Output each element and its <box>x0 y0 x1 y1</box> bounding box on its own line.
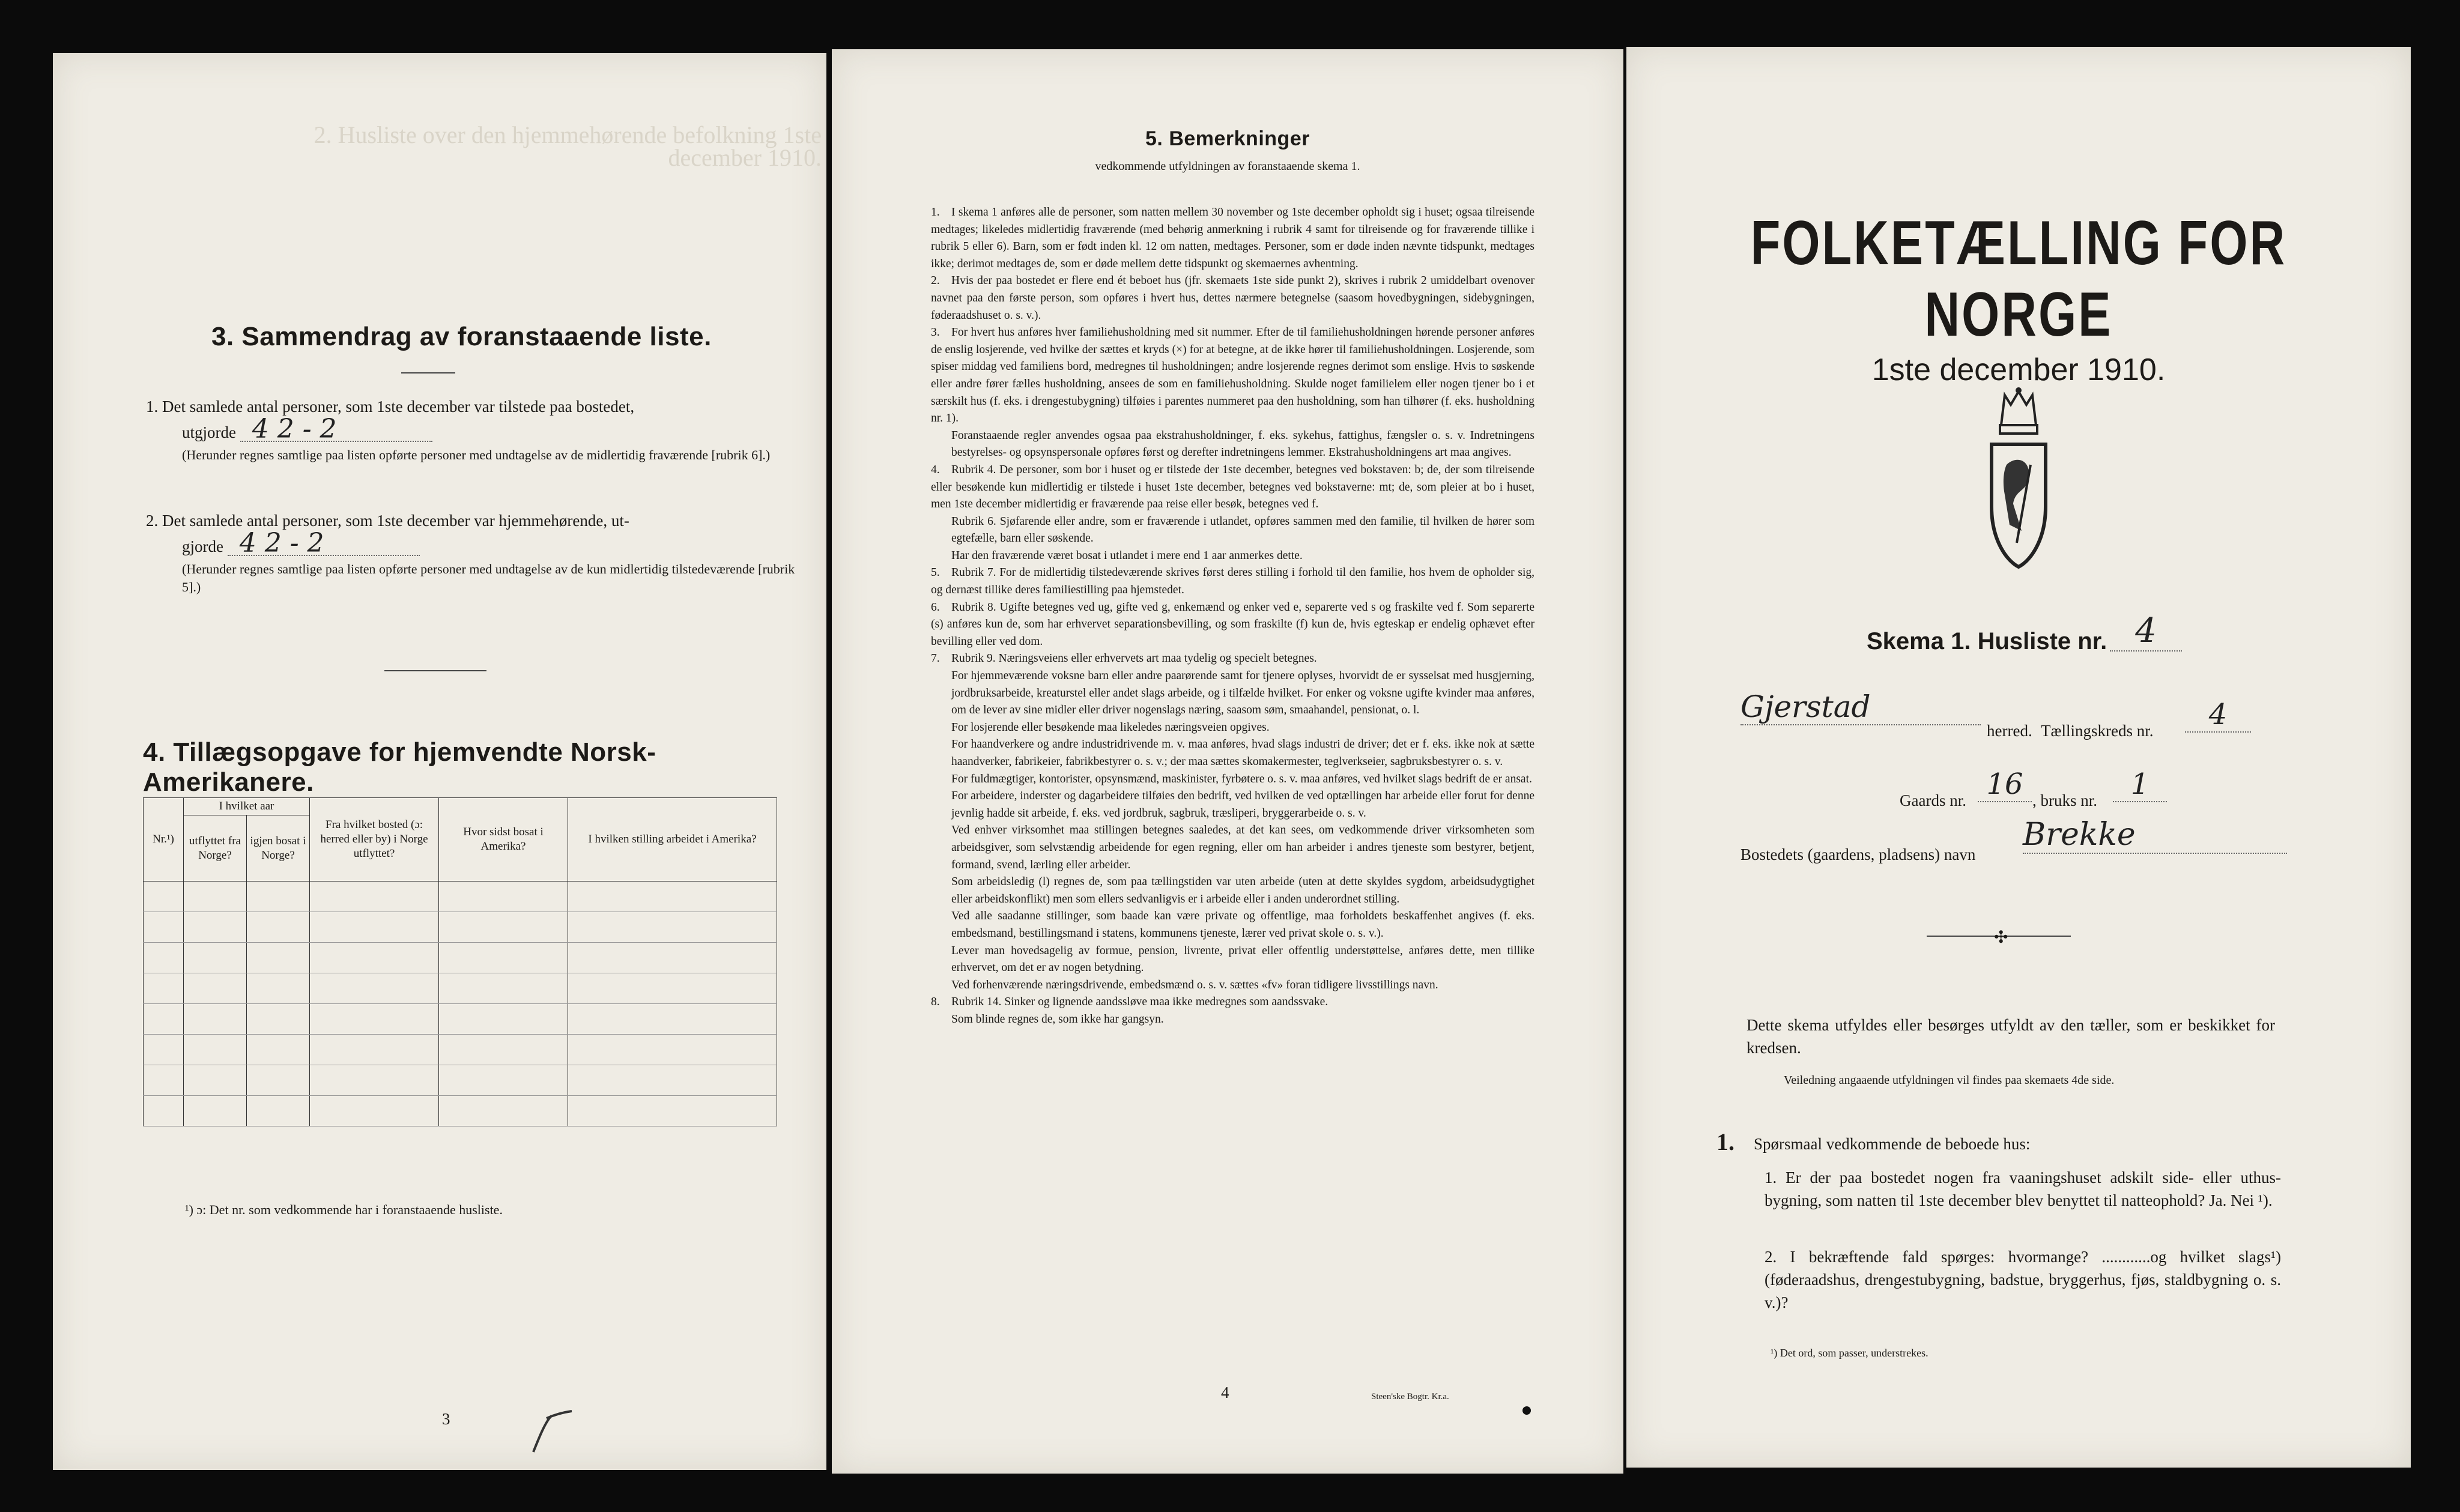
ornament-icon: ✣ <box>1994 928 2008 947</box>
remark-paragraph <box>931 462 1534 513</box>
remark-text: For hvert hus anføres hver familiehusholdning med sit nummer. Efter de til familiehusholdningen hørende personer anføres de enslig losjerende, ved hvilke der sættes et kryds (×) for at betegne, at de ikke hører til familiehusholdningen. Losjerende, som spiser middag ved familiens bord, medregnes til husholdningen; andre losjerende regnes derimot som enslige. Hvis to søskende eller andre fører fælles husholdning, ansees de som en familiehusholdning. Skulde noget familielem eller nogen tjener bo i et særskilt hus (f. eks. i drengestubygning) tilføies i parentes nummeret paa den husholdning, som han tilhører (f. eks. husholdning nr. 1). <box>931 326 1534 425</box>
divider <box>401 372 455 373</box>
printer-mark: Steen'ske Bogtr. Kr.a. <box>1371 1392 1449 1402</box>
remark-paragraph <box>931 788 1534 822</box>
remark-paragraph <box>931 908 1534 942</box>
remark-paragraph <box>931 977 1534 994</box>
remark-text: Har den fraværende været bosat i utlandet i mere end 1 aar anmerkes dette. <box>951 549 1303 562</box>
remark-paragraph <box>931 943 1534 977</box>
remark-paragraph <box>931 273 1534 324</box>
remark-paragraph <box>931 874 1534 908</box>
instruction-text: Dette skema utfyldes eller besørges utfyldt av den tæller, som er beskikket for kredsen. <box>1747 1016 2275 1057</box>
remark-paragraph <box>931 719 1534 737</box>
cover-footnote: ¹) Det ord, som passer, understrekes. <box>1771 1347 1928 1359</box>
page-1-cover <box>1626 47 2411 1468</box>
ink-dot <box>1522 1406 1531 1415</box>
remarks-subtitle: vedkommende utfyldningen av foranstaaende skema 1. <box>1095 160 1360 173</box>
item-1-prefix: utgjorde <box>182 423 236 441</box>
remarks-list <box>931 204 1534 1029</box>
remark-number: 6. <box>931 600 940 614</box>
question-2: 2. I bekræftende fald spørges: hvormange? ............og hvilket slags¹) (føderaadshus, drengestubygning, badstue, bryggerhus, fjøs, staldbygning o. s. v.)? <box>1765 1248 2281 1311</box>
remark-paragraph <box>931 1011 1534 1029</box>
remark-paragraph <box>931 428 1534 462</box>
col-returned: igjen bosat i Norge? <box>247 815 310 881</box>
page-number: 3 <box>442 1410 450 1428</box>
pen-mark <box>527 1404 575 1458</box>
remark-text: Som arbeidsledig (l) regnes de, som paa tællingstiden var uten arbeide (uten at dette skyldes sygdom, arbeidsudygtighet eller arbeidskonflikt) men som ellers sedvanligvis er i arbeide eller i anden underordnet stilling. <box>951 875 1534 906</box>
col-emigrated: utflyttet fra Norge? <box>184 815 247 881</box>
remark-text: Ved alle saadanne stillinger, som baade kan være private og offentlige, maa forholdets beskaffenhet angives (f. eks. embedsmand, bestillingsmand i statens, kommunens tjeneste, lærer ved privat skole o. s. v.). <box>951 910 1534 940</box>
item-2-prefix: gjorde <box>182 537 223 555</box>
remark-paragraph <box>931 548 1534 565</box>
item-1-note: (Herunder regnes samtlige paa listen opførte personer med undtagelse av de midlertidig fraværende [rubrik 6].) <box>182 447 771 462</box>
remark-text: Rubrik 7. For de midlertidig tilstedeværende skrives først deres stilling i forhold til den familie, hos hvem de opholder sig, og dernæst tillike deres familiestilling paa hjemstedet. <box>931 566 1534 597</box>
remark-text: Rubrik 9. Næringsveiens eller erhvervets art maa tydelig og specielt betegnes. <box>951 652 1317 665</box>
form-title: FOLKETÆLLING FOR NORGE <box>1750 208 2287 349</box>
table-row <box>144 1065 777 1096</box>
remark-number: 3. <box>931 326 940 339</box>
remark-text: For fuldmægtiger, kontorister, opsynsmænd, maskinister, fyrbøtere o. s. v. maa anføres, ved hvilket slags bedrift de er ansat. <box>951 772 1532 785</box>
question-group-number: 1. <box>1716 1128 1734 1155</box>
table-footnote: ¹) ɔ: Det nr. som vedkommende har i foranstaaende husliste. <box>185 1202 503 1217</box>
form-date: 1ste december 1910. <box>1871 352 2166 387</box>
table-row <box>144 1004 777 1035</box>
page-4-remarks <box>832 49 1623 1474</box>
herred-label: herred. <box>1987 722 2032 740</box>
remark-text: Rubrik 8. Ugifte betegnes ved ug, gifte ved g, enkemænd og enker ved e, separerte ved s og fraskilte ved f. Som separerte (s) anføres kun de, som har erhvervet separationsbevilling, og som fraskilte (f) kun de, hvis egteskap er endelig ophævet efter bevilling eller ved dom. <box>931 600 1534 648</box>
remark-paragraph <box>931 204 1534 273</box>
remark-paragraph <box>931 822 1534 874</box>
bruks-label: , bruks nr. <box>2032 791 2097 809</box>
item-1-text: 1. Det samlede antal personer, som 1ste december var tilstede paa bostedet, <box>146 398 635 416</box>
remark-text: Lever man hovedsagelig av formue, pension, livrente, privat eller offentlig understøttelse, anføres dette, men tillike erhvervet, om det er av nogen betydning. <box>951 944 1534 975</box>
coat-of-arms-icon <box>1974 387 2064 591</box>
item-2-value: 4 2 - 2 <box>228 532 420 556</box>
remark-paragraph <box>931 513 1534 548</box>
remark-paragraph <box>931 736 1534 770</box>
bosted-label: Bostedets (gaardens, pladsens) navn <box>1740 845 1976 863</box>
remark-text: Ved forhenværende næringsdrivende, embedsmænd o. s. v. sættes «fv» foran tidligere livsstillings navn. <box>951 978 1438 991</box>
remark-paragraph <box>931 771 1534 788</box>
remark-text: For haandverkere og andre industridrivende m. v. maa anføres, hvad slags industri de driver; det er f. eks. ikke nok at sætte haandverker, fabrikeier, fabrikbestyrer o. s. v.; der maa sættes skomakermester, teglverkseier, sagbruksbestyrer o. s. v. <box>951 738 1534 768</box>
remark-number: 7. <box>931 652 940 665</box>
item-2 <box>146 509 801 596</box>
table-row <box>144 881 777 912</box>
remark-number: 2. <box>931 274 940 288</box>
remark-text: Rubrik 6. Sjøfarende eller andre, som er fraværende i utlandet, opføres sammen med den familie, til hvilken de hører som egtefælle, barn eller søskende. <box>951 515 1534 545</box>
remark-paragraph <box>931 564 1534 599</box>
husliste-number: 4 <box>2110 611 2182 652</box>
kreds-label: Tællingskreds nr. <box>2041 722 2154 740</box>
remark-text: Ved enhver virksomhet maa stillingen betegnes saaledes, at det kan sees, om vedkommende driver virksomheten som arbeidsgiver, som selvstændig arbeidende for egen regning, eller om han arbeider i andres tjeneste som bestyrer, betjent, formand, svend, lærling eller arbeider. <box>951 824 1534 871</box>
col-nr: Nr.¹) <box>144 798 184 881</box>
remark-text: Rubrik 14. Sinker og lignende aandssløve maa ikke medregnes som aandssvake. <box>951 996 1328 1009</box>
remark-paragraph <box>931 650 1534 668</box>
instruction-sub: Veiledning angaaende utfyldningen vil findes paa skemaets 4de side. <box>1784 1074 2115 1087</box>
table-row <box>144 912 777 943</box>
remark-text: Som blinde regnes de, som ikke har gangsyn. <box>951 1012 1164 1026</box>
table-row <box>144 1035 777 1065</box>
col-year-group: I hvilket aar <box>184 798 310 815</box>
remark-number: 4. <box>931 463 940 476</box>
remark-text: Rubrik 4. De personer, som bor i huset og er tilstede der 1ste december, betegnes ved bokstaven: b; de, der som tilreisende eller besøkende kun midlertidig er tilstede i huset 1ste december, betegnes ved bokstaverne: mt; de, som pleier at bo i huset, men 1ste december midlertidig er fraværende paa reise eller besøk, betegnes ved f. <box>931 463 1534 511</box>
gaards-label: Gaards nr. <box>1900 791 1966 809</box>
table-row <box>144 1096 777 1126</box>
question-1: 1. Er der paa bostedet nogen fra vaaningshuset adskilt side- eller uthus-bygning, som natten til 1ste december blev benyttet til natteophold? Ja. Nei ¹). <box>1765 1169 2281 1209</box>
remark-text: Hvis der paa bostedet er flere end ét beboet hus (jfr. skemaets 1ste side punkt 2), skrives i rubrik 2 umiddelbart ovenover navnet paa den første person, som opføres i hvert hus, dettes nærmere betegnelse (saasom hovedbygningen, sidebygningen, føderaadshuset o. s. v.). <box>931 274 1534 322</box>
schema-label: Skema 1. Husliste nr. <box>1867 628 2107 655</box>
page-3-summary <box>53 53 826 1470</box>
section-3-title: 3. Sammendrag av foranstaaende liste. <box>211 322 712 351</box>
section-4-title: 4. Tillægsopgave for hjemvendte Norsk-Amerikanere. <box>143 737 656 797</box>
item-2-note: (Herunder regnes samtlige paa listen opførte personer med undtagelse av de kun midlertidig tilstedeværende [rubrik 5].) <box>182 561 795 594</box>
remark-paragraph <box>931 324 1534 428</box>
gaards-value: 16 <box>1978 767 2032 802</box>
herred-value: Gjerstad <box>1740 689 1981 725</box>
item-2-text: 2. Det samlede antal personer, som 1ste december var hjemmehørende, ut- <box>146 512 629 530</box>
ghost-header: 2. Husliste over den hjemmehørende befolkning 1ste december 1910. <box>314 121 822 171</box>
remark-text: I skema 1 anføres alle de personer, som natten mellem 30 november og 1ste december opholdt sig i huset; ogsaa tilreisende medtages; likeledes midlertidig fraværende (med behørig anmerkning i rubrik 4 samt for tilreisende og for fraværende tillike i rubrik 5 eller 6). Barn, som er født inden kl. 12 om natten, medtages. Personer, som er døde inden nævnte tidspunkt, medtages ikke; derimot medtages de, som er døde mellem dette tidspunkt og skemaernes avhentning. <box>931 206 1534 270</box>
remark-text: For hjemmeværende voksne barn eller andre paarørende samt for tjenere oplyses, hvorvidt de er sysselsat med husgjerning, jordbruksarbeide, kreaturstel eller andet slags arbeide, og i tilfælde hvilket. For enker og voksne ugifte kvinder maa anføres, om de lever av sine midler eller driver nogenslags næring, saasom søm, smaahandel, pensionat, o. l. <box>951 670 1534 717</box>
bosted-value: Brekke <box>2023 817 2287 854</box>
remark-number: 8. <box>931 996 940 1009</box>
item-1-value: 4 2 - 2 <box>240 418 432 442</box>
remarks-title: 5. Bemerkninger <box>1145 127 1310 150</box>
bruks-value: 1 <box>2113 767 2167 802</box>
remark-text: Foranstaaende regler anvendes ogsaa paa ekstrahusholdninger, f. eks. sykehus, fattighus, fængsler o. s. v. Indretningens bestyrelses- og opsynspersonale opføres først og derefter indretningens lemmer. Ekstrahusholdningens art maa angives. <box>951 429 1534 459</box>
question-group-title: Spørsmaal vedkommende de beboede hus: <box>1754 1135 2031 1153</box>
remark-text: For arbeidere, inderster og dagarbeidere tilføies den bedrift, ved hvilken de ved optællingen har arbeide eller forut for denne jevnlig hadde sit arbeide, f. eks. ved jordbruk, sagbruk, træsliperi, bryggerarbeide o. s. v. <box>951 790 1534 820</box>
page-number: 4 <box>1221 1383 1229 1402</box>
remark-text: For losjerende eller besøkende maa likeledes næringsveien opgives. <box>951 721 1270 734</box>
col-occupation: I hvilken stilling arbeidet i Amerika? <box>568 798 777 881</box>
table-row <box>144 973 777 1004</box>
remark-number: 1. <box>931 206 940 219</box>
remark-paragraph <box>931 599 1534 651</box>
remark-paragraph <box>931 994 1534 1011</box>
item-1 <box>146 395 801 464</box>
divider <box>384 670 486 671</box>
table-row <box>144 943 777 973</box>
remark-paragraph <box>931 668 1534 719</box>
col-last-lived: Hvor sidst bosat i Amerika? <box>439 798 568 881</box>
remark-number: 5. <box>931 566 940 579</box>
col-from-where: Fra hvilket bosted (ɔ: herred eller by) i Norge utflyttet? <box>310 798 439 881</box>
norsk-amerikanere-table <box>143 797 777 1126</box>
kreds-value: 4 <box>2185 698 2251 733</box>
